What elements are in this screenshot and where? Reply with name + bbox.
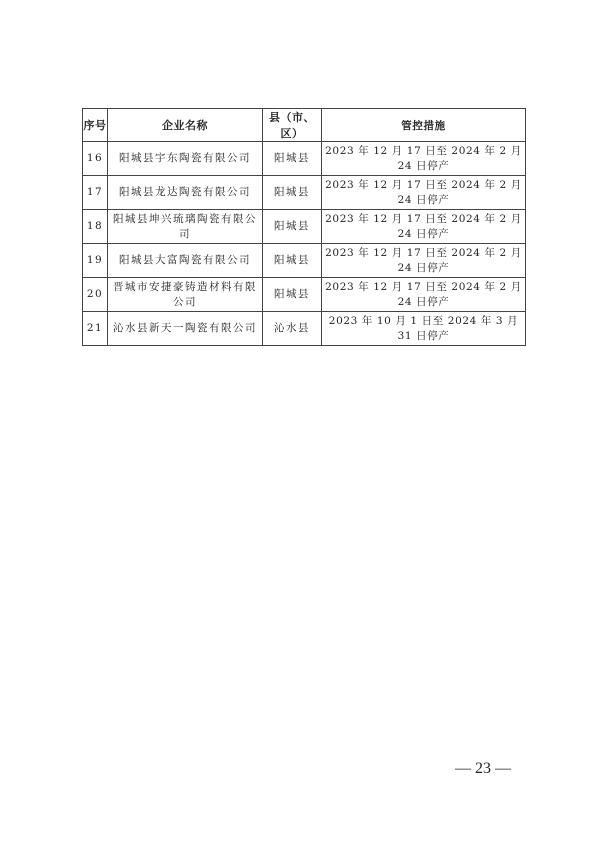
cell-county: 阳城县 xyxy=(263,176,322,210)
cell-county: 阳城县 xyxy=(263,210,322,244)
table-row xyxy=(83,312,526,346)
cell-company: 沁水县新天一陶瓷有限公司 xyxy=(108,312,263,346)
cell-index: 18 xyxy=(83,210,108,244)
cell-county: 阳城县 xyxy=(263,278,322,312)
table-row xyxy=(83,244,526,278)
cell-measures: 2023 年 12 月 17 日至 2024 年 2 月 24 日停产 xyxy=(322,210,526,244)
page-number: — 23 — xyxy=(455,760,511,777)
table-row xyxy=(83,278,526,312)
cell-measures: 2023 年 12 月 17 日至 2024 年 2 月 24 日停产 xyxy=(322,176,526,210)
cell-measures: 2023 年 10 月 1 日至 2024 年 3 月 31 日停产 xyxy=(322,312,526,346)
header-index: 序号 xyxy=(83,109,108,142)
cell-company: 阳城县坤兴琉璃陶瓷有限公司 xyxy=(108,210,263,244)
cell-company: 晋城市安捷豪铸造材料有限公司 xyxy=(108,278,263,312)
cell-company: 阳城县龙达陶瓷有限公司 xyxy=(108,176,263,210)
cell-measures: 2023 年 12 月 17 日至 2024 年 2 月 24 日停产 xyxy=(322,278,526,312)
cell-measures: 2023 年 12 月 17 日至 2024 年 2 月 24 日停产 xyxy=(322,142,526,176)
cell-index: 17 xyxy=(83,176,108,210)
table-header-row xyxy=(83,109,526,142)
table-row xyxy=(83,142,526,176)
cell-company: 阳城县大富陶瓷有限公司 xyxy=(108,244,263,278)
cell-index: 19 xyxy=(83,244,108,278)
header-measures: 管控措施 xyxy=(322,109,526,142)
header-company: 企业名称 xyxy=(108,109,263,142)
cell-county: 阳城县 xyxy=(263,142,322,176)
table-row xyxy=(83,176,526,210)
header-county: 县（市、区） xyxy=(263,109,322,142)
cell-company: 阳城县宇东陶瓷有限公司 xyxy=(108,142,263,176)
control-measures-table xyxy=(82,108,526,346)
cell-measures: 2023 年 12 月 17 日至 2024 年 2 月 24 日停产 xyxy=(322,244,526,278)
cell-index: 16 xyxy=(83,142,108,176)
cell-county: 阳城县 xyxy=(263,244,322,278)
table-row xyxy=(83,210,526,244)
cell-county: 沁水县 xyxy=(263,312,322,346)
cell-index: 21 xyxy=(83,312,108,346)
cell-index: 20 xyxy=(83,278,108,312)
